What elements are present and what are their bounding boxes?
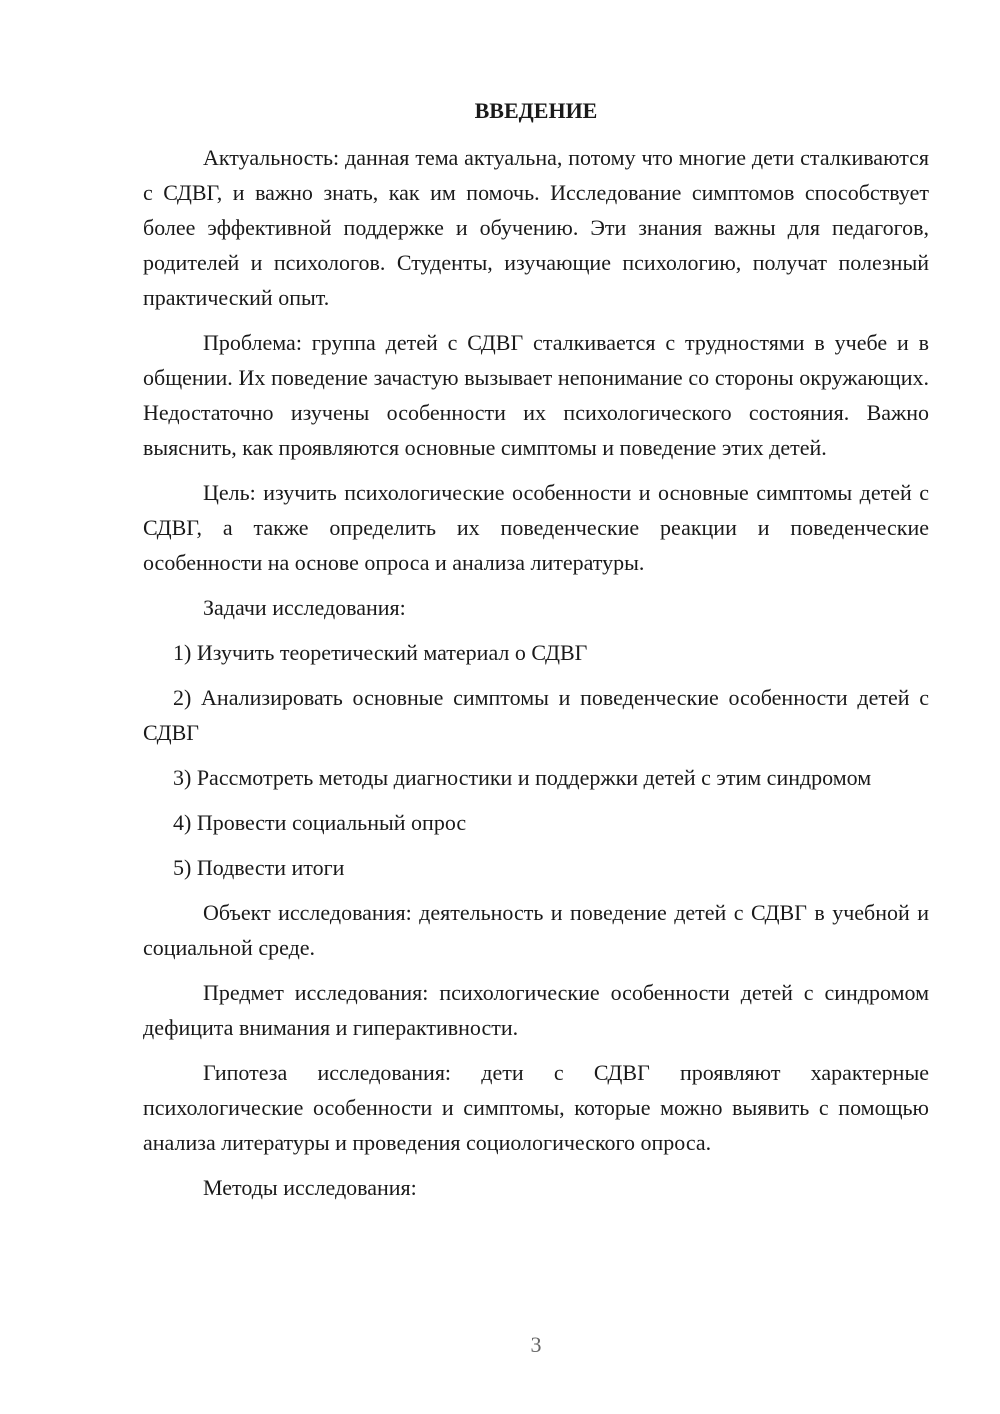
task-item: 2) Анализировать основные симптомы и поведенческие особенности детей с СДВГ: [143, 685, 929, 745]
paragraph-tasks-heading: Задачи исследования:: [203, 595, 406, 620]
task-item: 3) Рассмотреть методы диагностики и поддержки детей с этим синдромом: [173, 765, 872, 790]
paragraph-hypothesis: Гипотеза исследования: дети с СДВГ проявляют характерные психологические особенности и симптомы, которые можно выявить с помощью анализа литературы и проведения социологического опроса.: [143, 1060, 929, 1155]
task-item: 1) Изучить теоретический материал о СДВГ: [173, 640, 588, 665]
paragraph-object: Объект исследования: деятельность и поведение детей с СДВГ в учебной и социальной среде.: [143, 900, 929, 960]
task-item: 5) Подвести итоги: [173, 855, 345, 880]
paragraph-goal: Цель: изучить психологические особенности и основные симптомы детей с СДВГ, а также определить их поведенческие реакции и поведенческие особенности на основе опроса и анализа литературы.: [143, 480, 929, 575]
task-item: 4) Провести социальный опрос: [173, 810, 467, 835]
paragraph-methods: Методы исследования:: [203, 1175, 417, 1200]
paragraph-relevance: Актуальность: данная тема актуальна, потому что многие дети сталкиваются с СДВГ, и важно знать, как им помочь. Исследование симптомов способствует более эффективной поддержке и обучению. Эти знания важны для педагогов, родителей и психологов. Студенты, изучающие психологию, получат полезный практический опыт.: [143, 145, 929, 310]
paragraph-subject: Предмет исследования: психологические особенности детей с синдромом дефицита внимания и гиперактивности.: [143, 980, 929, 1040]
document-page: [143, 96, 929, 1215]
page-number: 3: [530, 1332, 542, 1357]
paragraph-problem: Проблема: группа детей с СДВГ сталкивается с трудностями в учебе и в общении. Их поведение зачастую вызывает непонимание со стороны окружающих. Недостаточно изучены особенности их психологического состояния. Важно выяснить, как проявляются основные симптомы и поведение этих детей.: [143, 330, 929, 460]
section-title: ВВЕДЕНИЕ: [474, 98, 598, 123]
